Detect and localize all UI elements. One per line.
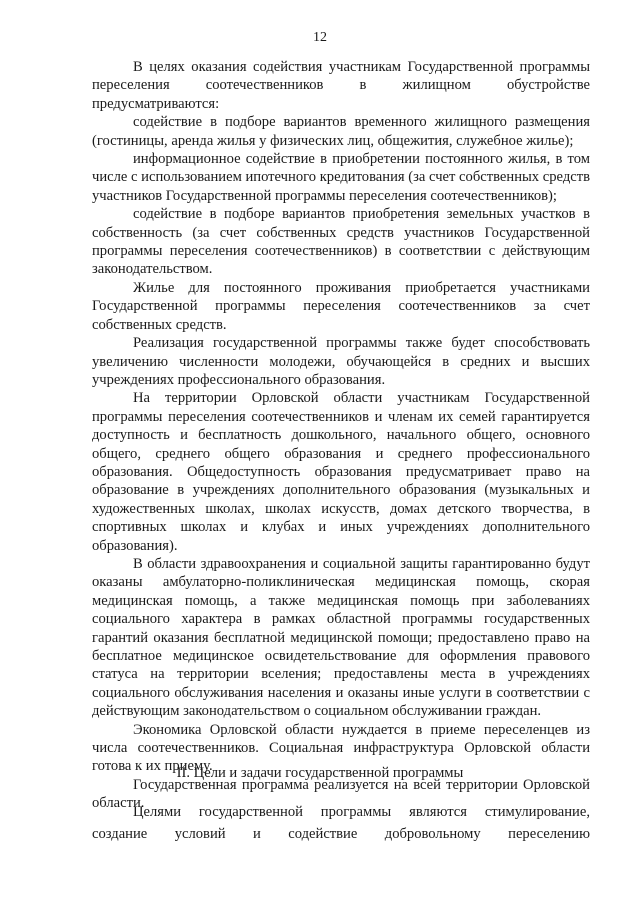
paragraph-economy: Экономика Орловской области нуждается в приеме переселенцев из числа соотечественников. Социальная инфраструктура Орловской области готова к их приему.	[92, 721, 590, 775]
paragraph-goals: Целями государственной программы являются стимулирование, создание условий и содействие добровольному переселению	[92, 804, 590, 842]
paragraph-land-plots: содействие в подборе вариантов приобретения земельных участков в собственность (за счет собственных средств участников Государственной программы переселения соотечественников) в соответствии с действующим законодательством.	[92, 206, 590, 278]
document-body	[92, 58, 590, 813]
paragraph-territory: Государственная программа реализуется на всей территории Орловской области.	[92, 776, 590, 812]
paragraph-healthcare: В области здравоохранения и социальной защиты гарантированно будут оказаны амбулаторно-поликлиническая медицинская помощь, скорая медицинская помощь, а также медицинская помощь при заболеваниях социального характера в рамках областной программы государственных гарантий оказания бесплатной медицинской помощи; предоставлено право на бесплатное медицинское освидетельствование для оформления правового статуса на территории вселения; предоставлены места в учреждениях социального обслуживания населения и оказаны иные услуги в соответствии с действующим законодательством о социальном обслуживании граждан.	[92, 555, 590, 720]
paragraph-temporary-housing: содействие в подборе вариантов временного жилищного размещения (гостиницы, аренда жилья у физических лиц, общежития, служебное жилье);	[92, 114, 590, 149]
paragraph-housing-intro: В целях оказания содействия участникам Государственной программы переселения соотечественников в жилищном обустройстве предусматриваются:	[92, 59, 590, 112]
paragraph-own-funds: Жилье для постоянного проживания приобретается участниками Государственной программы переселения соотечественников за счет собственных средств.	[92, 279, 590, 333]
paragraph-youth: Реализация государственной программы также будет способствовать увеличению численности молодежи, обучающейся в средних и высших учреждениях профессионального образования.	[92, 335, 590, 388]
section-heading: II. Цели и задачи государственной программы	[176, 765, 464, 781]
paragraph-permanent-housing: информационное содействие в приобретении постоянного жилья, в том числе с использованием ипотечного кредитования (за счет собственных средств участников Государственной программы переселения соотечественников);	[92, 151, 590, 204]
goals-section	[92, 801, 590, 845]
paragraph-education: На территории Орловской области участникам Государственной программы переселения соотечественников и членам их семей гарантируется доступность и бесплатность дошкольного, начального общего, основного общего, среднего общего образования и среднего профессионального образования. Общедоступность образования предусматривает право на образование в учреждениях дополнительного образования (музыкальных и художественных школах, школах искусств, домах детского творчества, в спортивных школах и клубах и иных учреждениях дополнительного образования).	[92, 390, 590, 554]
page-number: 12	[313, 30, 327, 45]
